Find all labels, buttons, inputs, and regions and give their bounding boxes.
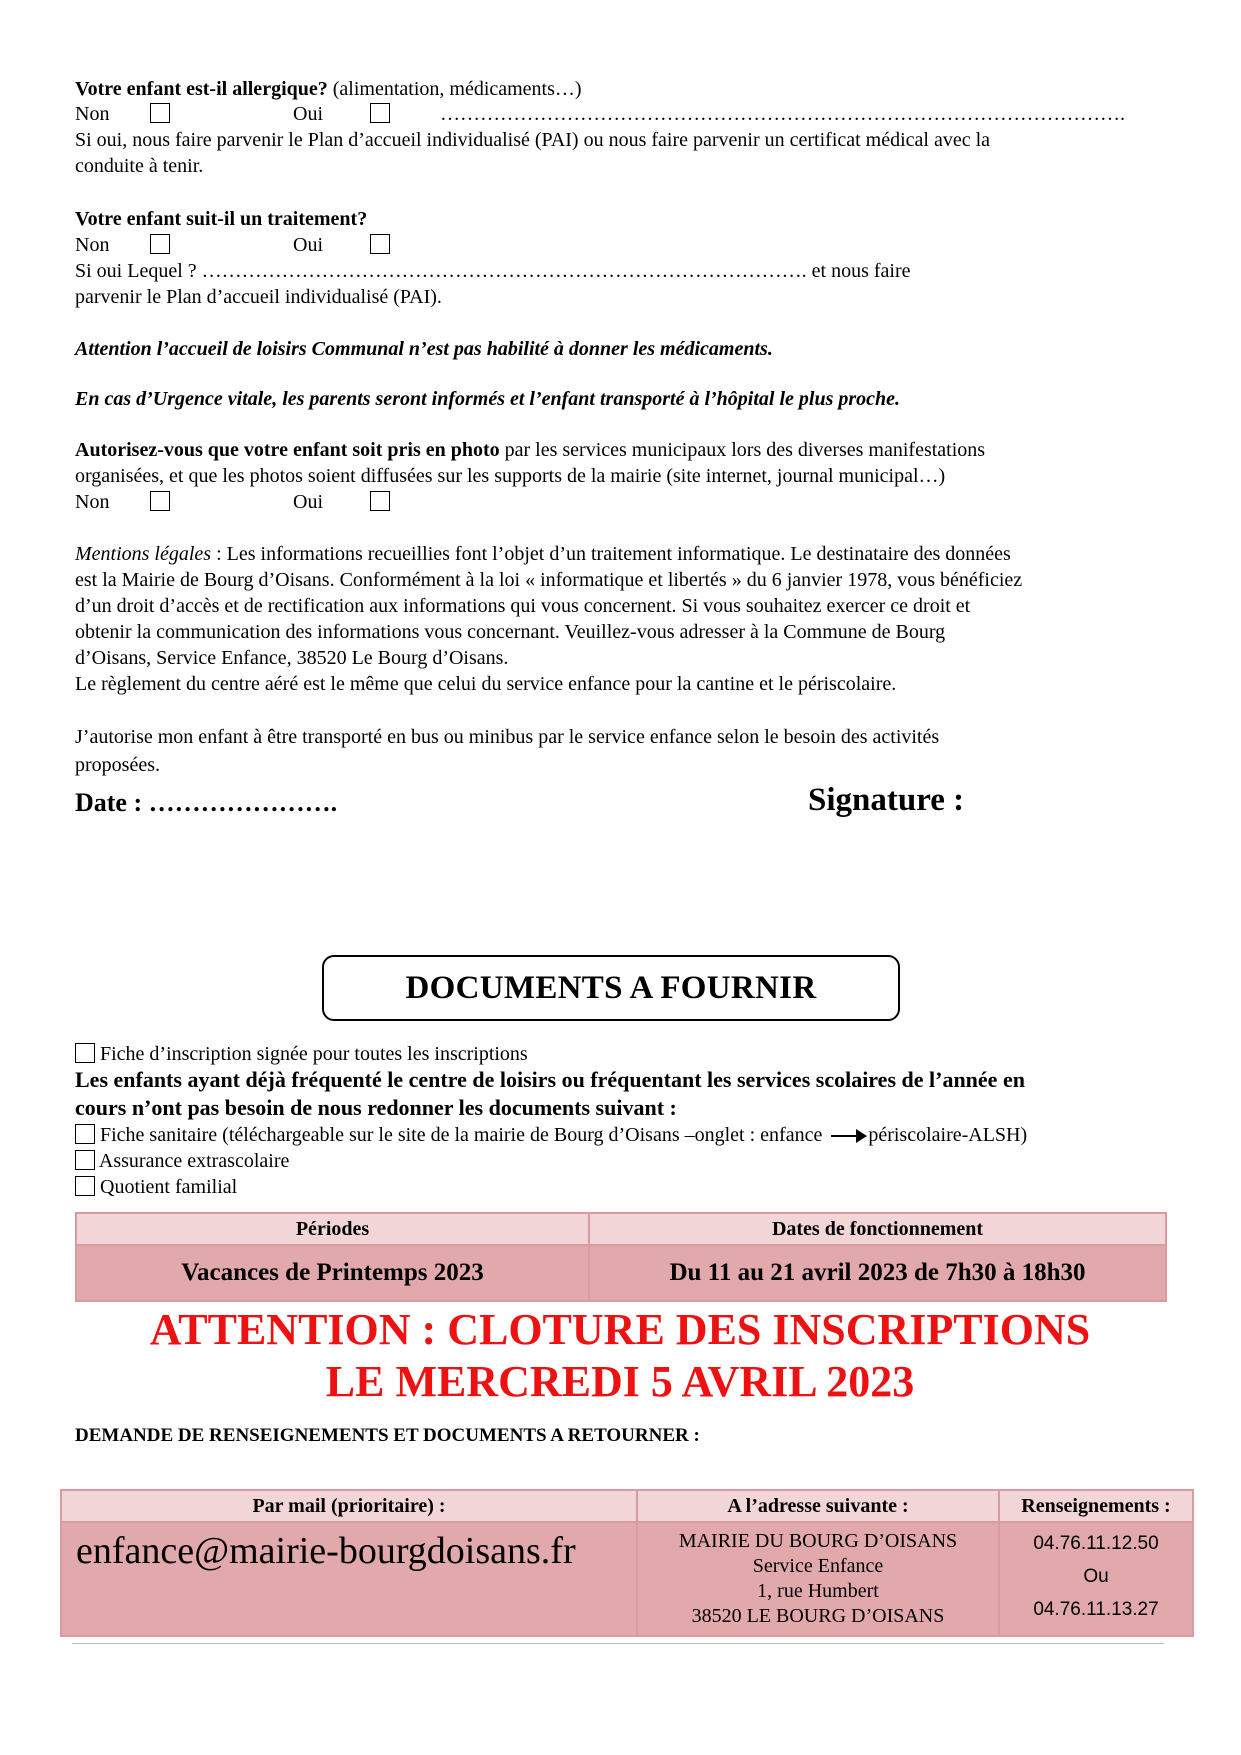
document-sanitaire-label-end: périscolaire-ALSH) bbox=[868, 1124, 1028, 1146]
contact-header-mail: Par mail (prioritaire) : bbox=[61, 1490, 637, 1522]
allergy-question bbox=[75, 76, 582, 102]
document-item-inscription bbox=[75, 1041, 528, 1067]
document-sanitaire-label: Fiche sanitaire (téléchargeable sur le site de la mairie de Bourg d’Oisans –onglet : enfance bbox=[100, 1124, 828, 1146]
contact-heading: DEMANDE DE RENSEIGNEMENTS ET DOCUMENTS A RETOURNER : bbox=[75, 1425, 700, 1446]
periods-header-period: Périodes bbox=[76, 1213, 589, 1245]
document-item-sanitaire bbox=[75, 1122, 1027, 1148]
contact-table bbox=[60, 1489, 1194, 1637]
legal-line-3: d’un droit d’accès et de rectification aux informations qui vous concernent. Si vous souhaitez exercer ce droit et bbox=[75, 595, 971, 617]
document-inscription-label: Fiche d’inscription signée pour toutes les inscriptions bbox=[100, 1043, 528, 1065]
periods-table bbox=[75, 1212, 1167, 1302]
date-field[interactable]: Date : …………………. bbox=[75, 788, 338, 817]
phone-number-1[interactable]: 04.76.11.12.50 bbox=[1033, 1533, 1159, 1554]
transport-line-2: proposées. bbox=[75, 754, 160, 776]
address-line-4: 38520 LE BOURG D’OISANS bbox=[691, 1605, 945, 1627]
photo-question-line-1 bbox=[75, 437, 985, 463]
address-line-2: Service Enfance bbox=[752, 1555, 884, 1577]
treatment-non-checkbox[interactable] bbox=[150, 234, 170, 254]
treatment-question: Votre enfant suit-il un traitement? bbox=[75, 208, 368, 230]
contact-phones-cell bbox=[999, 1522, 1193, 1636]
legal-label: Mentions légales bbox=[75, 543, 212, 565]
photo-non-checkbox[interactable] bbox=[150, 491, 170, 511]
allergy-oui-label: Oui bbox=[293, 103, 323, 125]
photo-question-rest: par les services municipaux lors des diverses manifestations bbox=[499, 439, 986, 461]
documents-notice-line-1: Les enfants ayant déjà fréquenté le centre de loisirs ou fréquentant les services scolaires de l’année en bbox=[75, 1067, 1025, 1092]
phone-separator: Ou bbox=[1083, 1566, 1109, 1587]
document-item-quotient bbox=[75, 1174, 237, 1200]
period-dates-cell: Du 11 au 21 avril 2023 de 7h30 à 18h30 bbox=[589, 1245, 1166, 1301]
allergy-question-note: (alimentation, médicaments…) bbox=[327, 78, 582, 100]
photo-non-label: Non bbox=[75, 491, 110, 513]
contact-header-address: A l’adresse suivante : bbox=[637, 1490, 999, 1522]
periods-header-dates: Dates de fonctionnement bbox=[589, 1213, 1166, 1245]
legal-line-5: d’Oisans, Service Enfance, 38520 Le Bourg d’Oisans. bbox=[75, 647, 509, 669]
legal-line-2: est la Mairie de Bourg d’Oisans. Conformément à la loi « informatique et libertés » du 6 janvier 1978, vous bénéficiez bbox=[75, 569, 1023, 591]
documents-notice-line-2: cours n’ont pas besoin de nous redonner les documents suivant : bbox=[75, 1095, 677, 1120]
closing-alert-line-2: LE MERCREDI 5 AVRIL 2023 bbox=[325, 1357, 915, 1406]
period-name-cell: Vacances de Printemps 2023 bbox=[76, 1245, 589, 1301]
address-line-1: MAIRIE DU BOURG D’OISANS bbox=[678, 1530, 958, 1552]
footer-divider bbox=[72, 1643, 1164, 1644]
contact-email-link[interactable]: enfance@mairie-bourgdoisans.fr bbox=[61, 1522, 637, 1636]
photo-oui-label: Oui bbox=[293, 491, 323, 513]
treatment-which-field[interactable]: Si oui Lequel ? ………………………………………………………………………………. et nous faire bbox=[75, 260, 911, 282]
treatment-instruction-line-2: parvenir le Plan d’accueil individualisé (PAI). bbox=[75, 286, 442, 308]
document-item-assurance bbox=[75, 1148, 289, 1174]
treatment-oui-label: Oui bbox=[293, 234, 323, 256]
treatment-oui-checkbox[interactable] bbox=[370, 234, 390, 254]
document-inscription-checkbox[interactable] bbox=[75, 1043, 95, 1063]
document-sanitaire-checkbox[interactable] bbox=[75, 1124, 95, 1144]
allergy-oui-checkbox[interactable] bbox=[370, 103, 390, 123]
phone-number-2[interactable]: 04.76.11.13.27 bbox=[1033, 1599, 1159, 1620]
allergy-question-label: Votre enfant est-il allergique? bbox=[75, 78, 328, 100]
legal-line-6: Le règlement du centre aéré est le même que celui du service enfance pour la cantine et le périscolaire. bbox=[75, 673, 897, 695]
signature-label: Signature : bbox=[808, 782, 965, 818]
emergency-warning: En cas d’Urgence vitale, les parents seront informés et l’enfant transporté à l’hôpital le plus proche. bbox=[75, 388, 901, 410]
photo-oui-checkbox[interactable] bbox=[370, 491, 390, 511]
treatment-non-label: Non bbox=[75, 234, 110, 256]
arrow-right-icon bbox=[831, 1135, 865, 1137]
address-line-3: 1, rue Humbert bbox=[757, 1580, 879, 1602]
medication-warning: Attention l’accueil de loisirs Communal n’est pas habilité à donner les médicaments. bbox=[75, 338, 773, 360]
legal-line-4: obtenir la communication des informations vous concernant. Veuillez-vous adresser à la Commune de Bourg bbox=[75, 621, 946, 643]
closing-alert-line-1: ATTENTION : CLOTURE DES INSCRIPTIONS bbox=[149, 1305, 1091, 1354]
document-assurance-label: Assurance extrascolaire bbox=[98, 1150, 290, 1172]
documents-title: DOCUMENTS A FOURNIR bbox=[322, 955, 900, 1021]
document-assurance-checkbox[interactable] bbox=[75, 1150, 95, 1170]
photo-question-bold: Autorisez-vous que votre enfant soit pris en photo bbox=[75, 439, 500, 461]
document-quotient-checkbox[interactable] bbox=[75, 1176, 95, 1196]
photo-question-line-2: organisées, et que les photos soient diffusées sur les supports de la mairie (site internet, journal municipal…) bbox=[75, 465, 946, 487]
transport-line-1: J’autorise mon enfant à être transporté en bus ou minibus par le service enfance selon le besoin des activités bbox=[75, 726, 940, 748]
legal-text-1: : Les informations recueillies font l’objet d’un traitement informatique. Le destinataire des données bbox=[211, 543, 1011, 565]
allergy-instruction-line-1: Si oui, nous faire parvenir le Plan d’accueil individualisé (PAI) ou nous faire parvenir un certificat médical avec la bbox=[75, 129, 991, 151]
document-quotient-label: Quotient familial bbox=[100, 1176, 238, 1198]
allergy-non-label: Non bbox=[75, 103, 110, 125]
contact-address-cell bbox=[637, 1522, 999, 1636]
allergy-instruction-line-2: conduite à tenir. bbox=[75, 155, 204, 177]
allergy-non-checkbox[interactable] bbox=[150, 103, 170, 123]
legal-line-1 bbox=[75, 541, 1011, 567]
contact-header-info: Renseignements : bbox=[999, 1490, 1193, 1522]
allergy-details-field[interactable]: …………………………………………………………………………………………. bbox=[440, 103, 1125, 125]
